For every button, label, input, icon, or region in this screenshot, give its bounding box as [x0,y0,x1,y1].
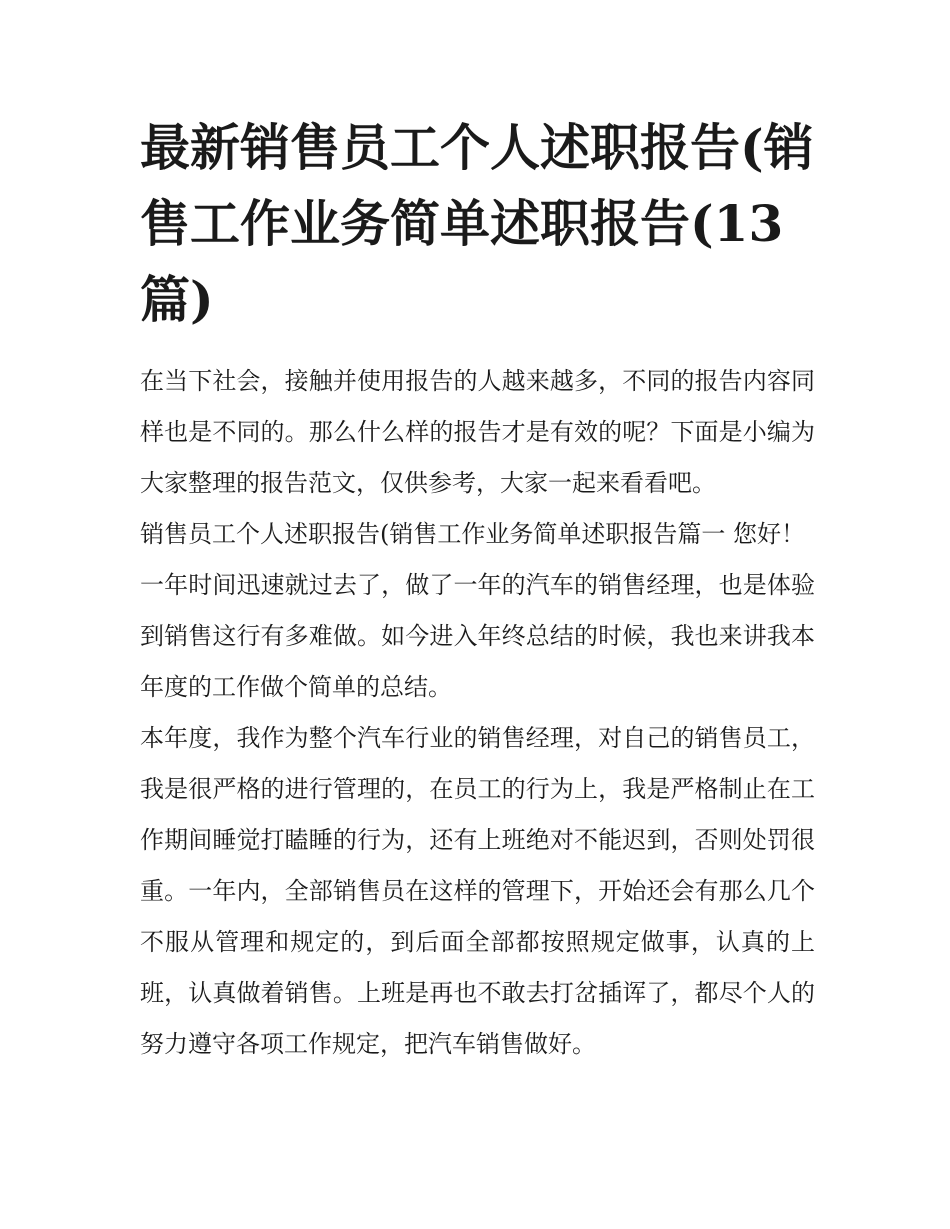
document-body [140,356,815,1070]
paragraph-year-summary: 一年时间迅速就过去了，做了一年的汽车的销售经理，也是体验到销售这行有多难做。如今进入年终总结的时候，我也来讲我本年度的工作做个简单的总结。 [140,571,815,701]
document-title: 最新销售员工个人述职报告(销售工作业务简单述职报告(13篇) [140,118,814,329]
paragraph-intro: 在当下社会，接触并使用报告的人越来越多，不同的报告内容同样也是不同的。那么什么样的报告才是有效的呢？下面是小编为大家整理的报告范文，仅供参考，大家一起来看看吧。 [140,367,815,497]
document-page [140,110,815,1070]
paragraph-management: 本年度，我作为整个汽车行业的销售经理，对自己的销售员工，我是很严格的进行管理的，在员工的行为上，我是严格制止在工作期间睡觉打瞌睡的行为，还有上班绝对不能迟到，否则处罚很重。一年内，全部销售员在这样的管理下，开始还会有那么几个不服从管理和规定的，到后面全部都按照规定做事，认真的上班，认真做着销售。上班是再也不敢去打岔插诨了，都尽个人的努力遵守各项工作规定，把汽车销售做好。 [140,724,815,1058]
paragraph-section-heading: 销售员工个人述职报告(销售工作业务简单述职报告篇一 您好！ [140,520,805,548]
